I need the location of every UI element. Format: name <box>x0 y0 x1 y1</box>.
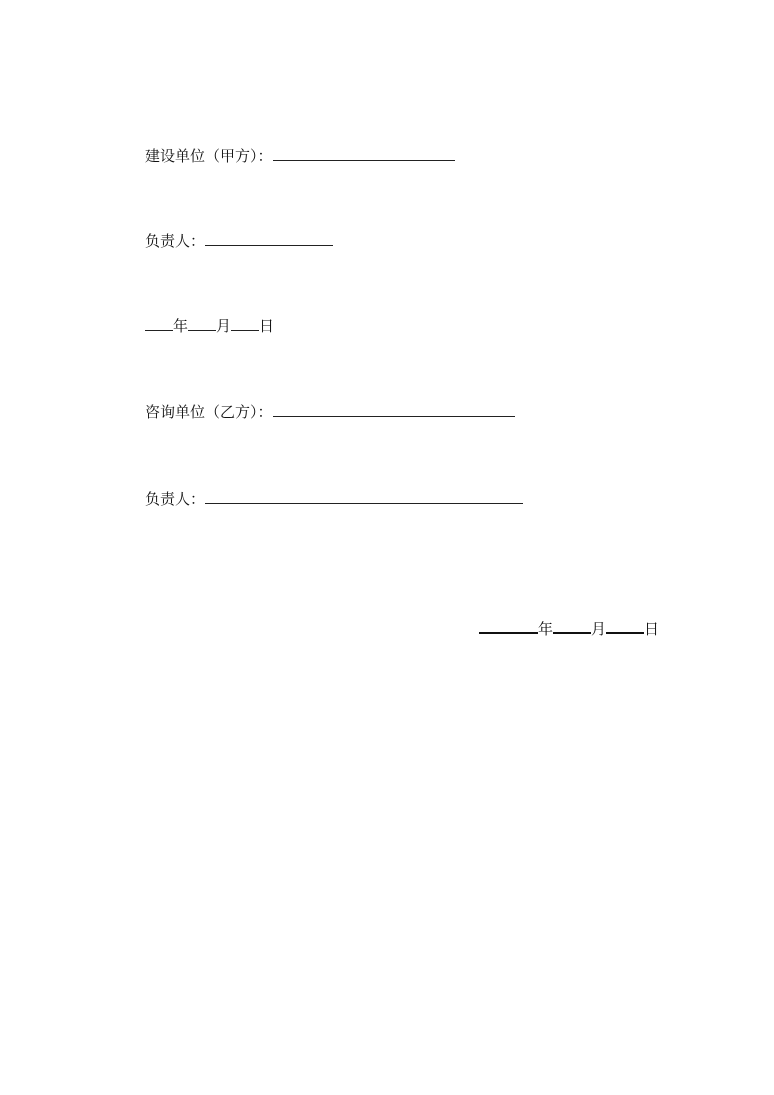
party-a-person-blank <box>205 230 333 246</box>
party-a-year-label: 年 <box>173 317 189 335</box>
party-a-unit-row <box>145 145 455 165</box>
party-b-unit-row <box>145 401 515 421</box>
party-b-person-label: 负责人： <box>145 490 206 508</box>
party-b-date-row <box>479 617 659 637</box>
party-a-person-row <box>145 230 333 250</box>
party-a-person-label: 负责人： <box>145 232 206 250</box>
party-b-month-blank <box>553 617 591 634</box>
party-b-day-blank <box>606 617 644 634</box>
party-a-unit-blank <box>273 145 455 161</box>
party-b-month-label: 月 <box>591 620 607 638</box>
party-b-unit-blank <box>273 401 515 417</box>
party-b-unit-label: 咨询单位（乙方）： <box>145 403 273 421</box>
party-a-date-row <box>145 315 274 335</box>
party-b-person-row <box>145 488 523 508</box>
party-a-day-blank <box>231 315 259 331</box>
party-b-day-label: 日 <box>644 620 660 638</box>
party-b-year-blank <box>479 617 538 634</box>
party-b-person-blank <box>205 488 523 504</box>
party-a-month-label: 月 <box>216 317 232 335</box>
party-a-day-label: 日 <box>259 317 275 335</box>
party-a-year-blank <box>145 315 173 331</box>
party-b-year-label: 年 <box>538 620 554 638</box>
party-a-unit-label: 建设单位（甲方）： <box>145 147 273 165</box>
party-a-month-blank <box>188 315 216 331</box>
